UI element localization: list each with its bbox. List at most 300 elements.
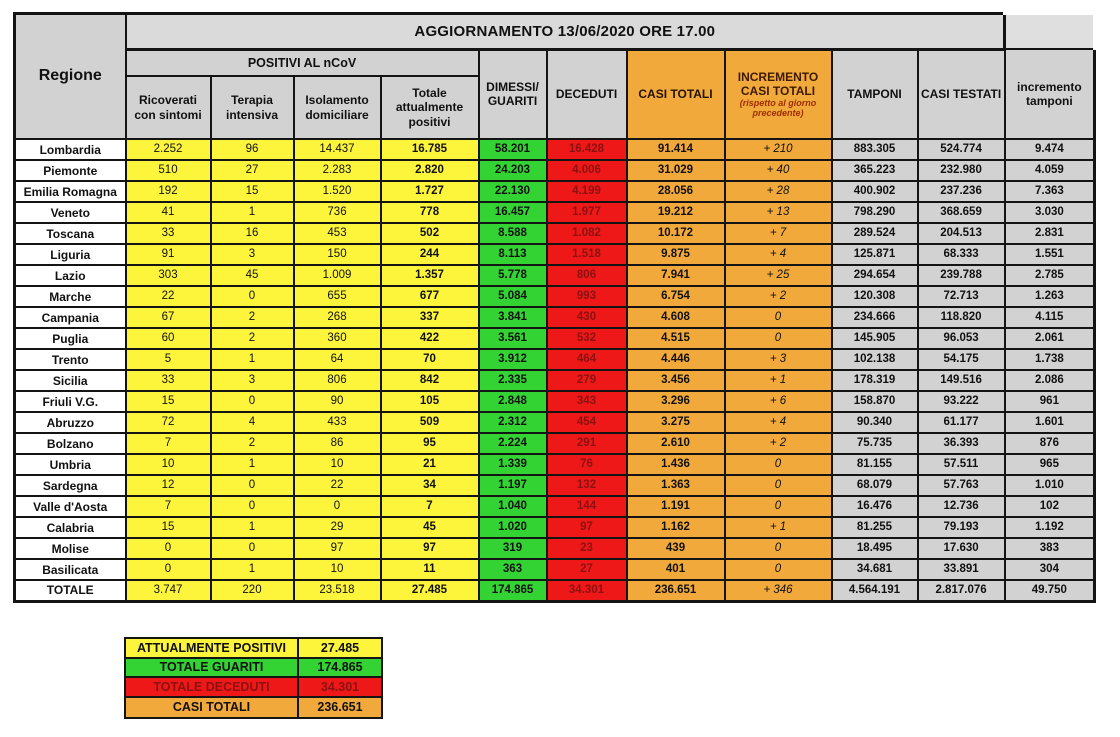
cell-region: Sardegna bbox=[15, 475, 126, 496]
cell-tamponi: 178.319 bbox=[832, 370, 918, 391]
cell-ricoverati: 2.252 bbox=[126, 139, 211, 160]
cell-ricoverati: 5 bbox=[126, 349, 211, 370]
cell-casi-totali: 6.754 bbox=[627, 286, 725, 307]
cell-casi-testati: 93.222 bbox=[918, 391, 1005, 412]
cell-tamponi: 81.155 bbox=[832, 454, 918, 475]
col-header-deceduti: DECEDUTI bbox=[547, 49, 627, 139]
summary-row bbox=[126, 678, 381, 698]
cell-deceduti: 532 bbox=[547, 328, 627, 349]
cell-isolamento: 360 bbox=[294, 328, 381, 349]
table-row bbox=[15, 391, 1095, 412]
cell-tot-positivi: 70 bbox=[381, 349, 479, 370]
cell-isolamento: 23.518 bbox=[294, 580, 381, 601]
cell-casi-testati: 68.333 bbox=[918, 244, 1005, 265]
cell-tot-positivi: 2.820 bbox=[381, 160, 479, 181]
cell-tamponi: 75.735 bbox=[832, 433, 918, 454]
summary-label: TOTALE DECEDUTI bbox=[126, 678, 299, 696]
table-row bbox=[15, 538, 1095, 559]
cell-incr-casi: + 6 bbox=[725, 391, 832, 412]
cell-region: Marche bbox=[15, 286, 126, 307]
cell-casi-testati: 524.774 bbox=[918, 139, 1005, 160]
cell-incr-tamponi: 383 bbox=[1005, 538, 1095, 559]
cell-casi-totali: 1.162 bbox=[627, 517, 725, 538]
cell-incr-casi: 0 bbox=[725, 496, 832, 517]
cell-isolamento: 433 bbox=[294, 412, 381, 433]
cell-guariti: 1.040 bbox=[479, 496, 547, 517]
cell-tamponi: 102.138 bbox=[832, 349, 918, 370]
cell-guariti: 2.335 bbox=[479, 370, 547, 391]
cell-region: Liguria bbox=[15, 244, 126, 265]
cell-casi-totali: 9.875 bbox=[627, 244, 725, 265]
cell-terapia: 3 bbox=[211, 244, 294, 265]
cell-tot-positivi: 105 bbox=[381, 391, 479, 412]
cell-casi-totali: 91.414 bbox=[627, 139, 725, 160]
table-row bbox=[15, 412, 1095, 433]
table-row bbox=[15, 328, 1095, 349]
summary-row bbox=[126, 659, 381, 679]
cell-region: Molise bbox=[15, 538, 126, 559]
cell-casi-totali: 31.029 bbox=[627, 160, 725, 181]
cell-casi-totali: 3.456 bbox=[627, 370, 725, 391]
cell-guariti: 2.312 bbox=[479, 412, 547, 433]
cell-terapia: 0 bbox=[211, 538, 294, 559]
cell-isolamento: 0 bbox=[294, 496, 381, 517]
cell-incr-tamponi: 2.785 bbox=[1005, 265, 1095, 286]
cell-terapia: 0 bbox=[211, 496, 294, 517]
cell-casi-testati: 72.713 bbox=[918, 286, 1005, 307]
incremento-casi-subtitle: (rispetto al giorno precedente) bbox=[739, 98, 817, 118]
cell-deceduti: 806 bbox=[547, 265, 627, 286]
cell-tot-positivi: 11 bbox=[381, 559, 479, 580]
cell-ricoverati: 67 bbox=[126, 307, 211, 328]
cell-deceduti: 1.977 bbox=[547, 202, 627, 223]
cell-incr-casi: + 1 bbox=[725, 370, 832, 391]
cell-guariti: 5.778 bbox=[479, 265, 547, 286]
cell-isolamento: 10 bbox=[294, 454, 381, 475]
cell-tot-positivi: 422 bbox=[381, 328, 479, 349]
cell-tot-positivi: 1.727 bbox=[381, 181, 479, 202]
cell-ricoverati: 22 bbox=[126, 286, 211, 307]
cell-terapia: 0 bbox=[211, 475, 294, 496]
cell-tamponi: 400.902 bbox=[832, 181, 918, 202]
cell-deceduti: 454 bbox=[547, 412, 627, 433]
cell-deceduti: 343 bbox=[547, 391, 627, 412]
cell-region: Emilia Romagna bbox=[15, 181, 126, 202]
cell-incr-tamponi: 965 bbox=[1005, 454, 1095, 475]
cell-tamponi: 16.476 bbox=[832, 496, 918, 517]
cell-guariti: 2.848 bbox=[479, 391, 547, 412]
cell-tamponi: 294.654 bbox=[832, 265, 918, 286]
cell-guariti: 24.203 bbox=[479, 160, 547, 181]
col-header-incremento-casi bbox=[725, 49, 832, 139]
cell-incr-tamponi: 2.831 bbox=[1005, 223, 1095, 244]
cell-deceduti: 4.006 bbox=[547, 160, 627, 181]
cell-incr-tamponi: 49.750 bbox=[1005, 580, 1095, 601]
table-row bbox=[15, 307, 1095, 328]
cell-casi-testati: 57.763 bbox=[918, 475, 1005, 496]
cell-region: Puglia bbox=[15, 328, 126, 349]
table-row bbox=[15, 559, 1095, 580]
cell-region: Lombardia bbox=[15, 139, 126, 160]
cell-incr-casi: 0 bbox=[725, 475, 832, 496]
col-group-positivi: POSITIVI AL nCoV bbox=[126, 49, 479, 76]
cell-casi-testati: 368.659 bbox=[918, 202, 1005, 223]
summary-value: 174.865 bbox=[299, 659, 381, 677]
cell-isolamento: 736 bbox=[294, 202, 381, 223]
cell-ricoverati: 91 bbox=[126, 244, 211, 265]
table-row bbox=[15, 496, 1095, 517]
cell-region: Friuli V.G. bbox=[15, 391, 126, 412]
covid-table bbox=[13, 11, 1097, 603]
cell-incr-casi: + 25 bbox=[725, 265, 832, 286]
cell-tot-positivi: 244 bbox=[381, 244, 479, 265]
cell-guariti: 1.339 bbox=[479, 454, 547, 475]
table-row bbox=[15, 349, 1095, 370]
cell-terapia: 3 bbox=[211, 370, 294, 391]
cell-isolamento: 22 bbox=[294, 475, 381, 496]
cell-casi-testati: 36.393 bbox=[918, 433, 1005, 454]
cell-incr-tamponi: 1.738 bbox=[1005, 349, 1095, 370]
table-row bbox=[15, 202, 1095, 223]
cell-incr-casi: 0 bbox=[725, 538, 832, 559]
cell-casi-testati: 17.630 bbox=[918, 538, 1005, 559]
cell-tamponi: 883.305 bbox=[832, 139, 918, 160]
cell-incr-casi: + 13 bbox=[725, 202, 832, 223]
cell-guariti: 8.588 bbox=[479, 223, 547, 244]
col-header-dimessi-guariti: DIMESSI/ GUARITI bbox=[479, 49, 547, 139]
cell-isolamento: 150 bbox=[294, 244, 381, 265]
cell-terapia: 0 bbox=[211, 391, 294, 412]
cell-ricoverati: 60 bbox=[126, 328, 211, 349]
cell-casi-totali: 439 bbox=[627, 538, 725, 559]
cell-guariti: 3.561 bbox=[479, 328, 547, 349]
cell-tamponi: 68.079 bbox=[832, 475, 918, 496]
cell-isolamento: 655 bbox=[294, 286, 381, 307]
summary-row bbox=[126, 698, 381, 718]
table-row bbox=[15, 160, 1095, 181]
cell-casi-totali: 1.191 bbox=[627, 496, 725, 517]
header-top-strip bbox=[1005, 13, 1095, 49]
cell-ricoverati: 0 bbox=[126, 559, 211, 580]
cell-tot-positivi: 778 bbox=[381, 202, 479, 223]
cell-deceduti: 76 bbox=[547, 454, 627, 475]
summary-label: ATTUALMENTE POSITIVI bbox=[126, 639, 299, 657]
cell-terapia: 2 bbox=[211, 307, 294, 328]
cell-casi-totali: 28.056 bbox=[627, 181, 725, 202]
cell-ricoverati: 3.747 bbox=[126, 580, 211, 601]
cell-incr-casi: + 28 bbox=[725, 181, 832, 202]
cell-isolamento: 10 bbox=[294, 559, 381, 580]
cell-deceduti: 1.082 bbox=[547, 223, 627, 244]
cell-incr-casi: + 4 bbox=[725, 412, 832, 433]
cell-deceduti: 34.301 bbox=[547, 580, 627, 601]
incremento-casi-label: INCREMENTO CASI TOTALI bbox=[737, 69, 819, 98]
cell-terapia: 220 bbox=[211, 580, 294, 601]
cell-incr-tamponi: 4.115 bbox=[1005, 307, 1095, 328]
cell-isolamento: 268 bbox=[294, 307, 381, 328]
cell-deceduti: 4.199 bbox=[547, 181, 627, 202]
cell-ricoverati: 303 bbox=[126, 265, 211, 286]
cell-casi-testati: 204.513 bbox=[918, 223, 1005, 244]
cell-terapia: 1 bbox=[211, 349, 294, 370]
cell-tamponi: 4.564.191 bbox=[832, 580, 918, 601]
cell-casi-totali: 2.610 bbox=[627, 433, 725, 454]
cell-terapia: 15 bbox=[211, 181, 294, 202]
cell-deceduti: 291 bbox=[547, 433, 627, 454]
cell-isolamento: 86 bbox=[294, 433, 381, 454]
cell-tamponi: 18.495 bbox=[832, 538, 918, 559]
cell-isolamento: 64 bbox=[294, 349, 381, 370]
cell-incr-tamponi: 304 bbox=[1005, 559, 1095, 580]
table-row bbox=[15, 475, 1095, 496]
cell-tot-positivi: 677 bbox=[381, 286, 479, 307]
cell-ricoverati: 33 bbox=[126, 223, 211, 244]
cell-ricoverati: 15 bbox=[126, 391, 211, 412]
cell-guariti: 3.841 bbox=[479, 307, 547, 328]
cell-tot-positivi: 1.357 bbox=[381, 265, 479, 286]
cell-ricoverati: 510 bbox=[126, 160, 211, 181]
cell-tot-positivi: 16.785 bbox=[381, 139, 479, 160]
cell-tamponi: 90.340 bbox=[832, 412, 918, 433]
table-row bbox=[15, 265, 1095, 286]
cell-guariti: 22.130 bbox=[479, 181, 547, 202]
cell-casi-totali: 4.446 bbox=[627, 349, 725, 370]
cell-region: Piemonte bbox=[15, 160, 126, 181]
cell-guariti: 2.224 bbox=[479, 433, 547, 454]
cell-casi-totali: 401 bbox=[627, 559, 725, 580]
cell-ricoverati: 72 bbox=[126, 412, 211, 433]
cell-tot-positivi: 21 bbox=[381, 454, 479, 475]
cell-tamponi: 81.255 bbox=[832, 517, 918, 538]
cell-terapia: 0 bbox=[211, 286, 294, 307]
cell-casi-totali: 10.172 bbox=[627, 223, 725, 244]
table-row bbox=[15, 433, 1095, 454]
cell-casi-testati: 79.193 bbox=[918, 517, 1005, 538]
cell-terapia: 1 bbox=[211, 454, 294, 475]
cell-casi-totali: 3.275 bbox=[627, 412, 725, 433]
cell-isolamento: 453 bbox=[294, 223, 381, 244]
cell-isolamento: 97 bbox=[294, 538, 381, 559]
cell-deceduti: 464 bbox=[547, 349, 627, 370]
cell-region: Veneto bbox=[15, 202, 126, 223]
table-body bbox=[15, 139, 1095, 601]
cell-ricoverati: 7 bbox=[126, 496, 211, 517]
cell-region: Campania bbox=[15, 307, 126, 328]
cell-guariti: 363 bbox=[479, 559, 547, 580]
cell-casi-testati: 2.817.076 bbox=[918, 580, 1005, 601]
cell-incr-tamponi: 1.601 bbox=[1005, 412, 1095, 433]
cell-tamponi: 365.223 bbox=[832, 160, 918, 181]
cell-deceduti: 27 bbox=[547, 559, 627, 580]
table-header bbox=[15, 13, 1095, 139]
covid-table-container bbox=[13, 11, 1097, 603]
table-row bbox=[15, 454, 1095, 475]
cell-tot-positivi: 842 bbox=[381, 370, 479, 391]
col-header-isolamento: Isolamento domiciliare bbox=[294, 76, 381, 139]
cell-incr-tamponi: 4.059 bbox=[1005, 160, 1095, 181]
cell-tamponi: 125.871 bbox=[832, 244, 918, 265]
cell-incr-casi: + 3 bbox=[725, 349, 832, 370]
cell-casi-totali: 4.515 bbox=[627, 328, 725, 349]
cell-region: Valle d'Aosta bbox=[15, 496, 126, 517]
table-row bbox=[15, 139, 1095, 160]
cell-incr-tamponi: 3.030 bbox=[1005, 202, 1095, 223]
cell-ricoverati: 12 bbox=[126, 475, 211, 496]
cell-incr-casi: + 4 bbox=[725, 244, 832, 265]
cell-ricoverati: 10 bbox=[126, 454, 211, 475]
cell-ricoverati: 7 bbox=[126, 433, 211, 454]
summary-value: 236.651 bbox=[299, 698, 381, 718]
cell-casi-totali: 236.651 bbox=[627, 580, 725, 601]
cell-region: Basilicata bbox=[15, 559, 126, 580]
cell-isolamento: 14.437 bbox=[294, 139, 381, 160]
cell-tot-positivi: 337 bbox=[381, 307, 479, 328]
cell-isolamento: 2.283 bbox=[294, 160, 381, 181]
cell-terapia: 16 bbox=[211, 223, 294, 244]
cell-ricoverati: 41 bbox=[126, 202, 211, 223]
cell-ricoverati: 192 bbox=[126, 181, 211, 202]
cell-tot-positivi: 509 bbox=[381, 412, 479, 433]
cell-incr-casi: + 346 bbox=[725, 580, 832, 601]
table-row bbox=[15, 244, 1095, 265]
cell-deceduti: 16.428 bbox=[547, 139, 627, 160]
table-row bbox=[15, 286, 1095, 307]
summary-value: 27.485 bbox=[299, 639, 381, 657]
cell-incr-casi: + 210 bbox=[725, 139, 832, 160]
cell-incr-casi: + 2 bbox=[725, 286, 832, 307]
cell-tamponi: 234.666 bbox=[832, 307, 918, 328]
cell-region: Umbria bbox=[15, 454, 126, 475]
cell-casi-testati: 149.516 bbox=[918, 370, 1005, 391]
cell-guariti: 174.865 bbox=[479, 580, 547, 601]
cell-tamponi: 798.290 bbox=[832, 202, 918, 223]
cell-tot-positivi: 27.485 bbox=[381, 580, 479, 601]
cell-deceduti: 1.518 bbox=[547, 244, 627, 265]
cell-region: Trento bbox=[15, 349, 126, 370]
col-header-incremento-tamponi: incremento tamponi bbox=[1005, 49, 1095, 139]
cell-incr-casi: + 7 bbox=[725, 223, 832, 244]
cell-region: Toscana bbox=[15, 223, 126, 244]
cell-terapia: 4 bbox=[211, 412, 294, 433]
cell-casi-testati: 237.236 bbox=[918, 181, 1005, 202]
cell-guariti: 1.020 bbox=[479, 517, 547, 538]
cell-tamponi: 289.524 bbox=[832, 223, 918, 244]
cell-deceduti: 97 bbox=[547, 517, 627, 538]
cell-region: TOTALE bbox=[15, 580, 126, 601]
cell-terapia: 27 bbox=[211, 160, 294, 181]
cell-casi-totali: 1.363 bbox=[627, 475, 725, 496]
summary-value: 34.301 bbox=[299, 678, 381, 696]
summary-label: CASI TOTALI bbox=[126, 698, 299, 718]
cell-deceduti: 279 bbox=[547, 370, 627, 391]
cell-incr-tamponi: 1.263 bbox=[1005, 286, 1095, 307]
table-row bbox=[15, 181, 1095, 202]
cell-guariti: 3.912 bbox=[479, 349, 547, 370]
cell-tot-positivi: 95 bbox=[381, 433, 479, 454]
cell-casi-totali: 3.296 bbox=[627, 391, 725, 412]
cell-region: Abruzzo bbox=[15, 412, 126, 433]
summary-box bbox=[124, 637, 383, 719]
cell-incr-casi: 0 bbox=[725, 454, 832, 475]
cell-tamponi: 120.308 bbox=[832, 286, 918, 307]
cell-guariti: 1.197 bbox=[479, 475, 547, 496]
cell-tamponi: 34.681 bbox=[832, 559, 918, 580]
cell-isolamento: 806 bbox=[294, 370, 381, 391]
cell-casi-testati: 118.820 bbox=[918, 307, 1005, 328]
cell-tamponi: 145.905 bbox=[832, 328, 918, 349]
cell-casi-testati: 54.175 bbox=[918, 349, 1005, 370]
col-header-ricoverati: Ricoverati con sintomi bbox=[126, 76, 211, 139]
cell-casi-testati: 96.053 bbox=[918, 328, 1005, 349]
summary-row bbox=[126, 639, 381, 659]
cell-incr-tamponi: 7.363 bbox=[1005, 181, 1095, 202]
cell-deceduti: 993 bbox=[547, 286, 627, 307]
cell-region: Sicilia bbox=[15, 370, 126, 391]
cell-terapia: 45 bbox=[211, 265, 294, 286]
cell-incr-tamponi: 876 bbox=[1005, 433, 1095, 454]
col-header-terapia-intensiva: Terapia intensiva bbox=[211, 76, 294, 139]
cell-casi-totali: 19.212 bbox=[627, 202, 725, 223]
cell-region: Bolzano bbox=[15, 433, 126, 454]
cell-incr-tamponi: 961 bbox=[1005, 391, 1095, 412]
cell-tot-positivi: 7 bbox=[381, 496, 479, 517]
cell-incr-tamponi: 102 bbox=[1005, 496, 1095, 517]
cell-casi-testati: 232.980 bbox=[918, 160, 1005, 181]
cell-region: Calabria bbox=[15, 517, 126, 538]
cell-guariti: 8.113 bbox=[479, 244, 547, 265]
cell-guariti: 319 bbox=[479, 538, 547, 559]
cell-casi-testati: 239.788 bbox=[918, 265, 1005, 286]
cell-guariti: 16.457 bbox=[479, 202, 547, 223]
col-header-casi-testati: CASI TESTATI bbox=[918, 49, 1005, 139]
cell-casi-testati: 33.891 bbox=[918, 559, 1005, 580]
summary-label: TOTALE GUARITI bbox=[126, 659, 299, 677]
cell-terapia: 2 bbox=[211, 433, 294, 454]
cell-incr-tamponi: 2.061 bbox=[1005, 328, 1095, 349]
col-header-totale-positivi: Totale attualmente positivi bbox=[381, 76, 479, 139]
cell-ricoverati: 33 bbox=[126, 370, 211, 391]
cell-tot-positivi: 34 bbox=[381, 475, 479, 496]
cell-terapia: 1 bbox=[211, 202, 294, 223]
cell-terapia: 1 bbox=[211, 517, 294, 538]
cell-casi-totali: 1.436 bbox=[627, 454, 725, 475]
cell-incr-tamponi: 1.010 bbox=[1005, 475, 1095, 496]
cell-casi-testati: 12.736 bbox=[918, 496, 1005, 517]
cell-tamponi: 158.870 bbox=[832, 391, 918, 412]
cell-casi-totali: 4.608 bbox=[627, 307, 725, 328]
cell-isolamento: 29 bbox=[294, 517, 381, 538]
cell-guariti: 58.201 bbox=[479, 139, 547, 160]
cell-tot-positivi: 45 bbox=[381, 517, 479, 538]
table-row bbox=[15, 517, 1095, 538]
cell-deceduti: 144 bbox=[547, 496, 627, 517]
col-header-regione: Regione bbox=[15, 13, 126, 139]
cell-incr-casi: 0 bbox=[725, 559, 832, 580]
cell-terapia: 2 bbox=[211, 328, 294, 349]
cell-isolamento: 1.009 bbox=[294, 265, 381, 286]
cell-tot-positivi: 97 bbox=[381, 538, 479, 559]
cell-terapia: 1 bbox=[211, 559, 294, 580]
cell-incr-casi: + 1 bbox=[725, 517, 832, 538]
cell-casi-testati: 57.511 bbox=[918, 454, 1005, 475]
update-banner: AGGIORNAMENTO 13/06/2020 ORE 17.00 bbox=[126, 13, 1005, 49]
cell-ricoverati: 0 bbox=[126, 538, 211, 559]
col-header-casi-totali: CASI TOTALI bbox=[627, 49, 725, 139]
cell-deceduti: 430 bbox=[547, 307, 627, 328]
cell-isolamento: 1.520 bbox=[294, 181, 381, 202]
cell-incr-tamponi: 1.192 bbox=[1005, 517, 1095, 538]
table-row bbox=[15, 223, 1095, 244]
